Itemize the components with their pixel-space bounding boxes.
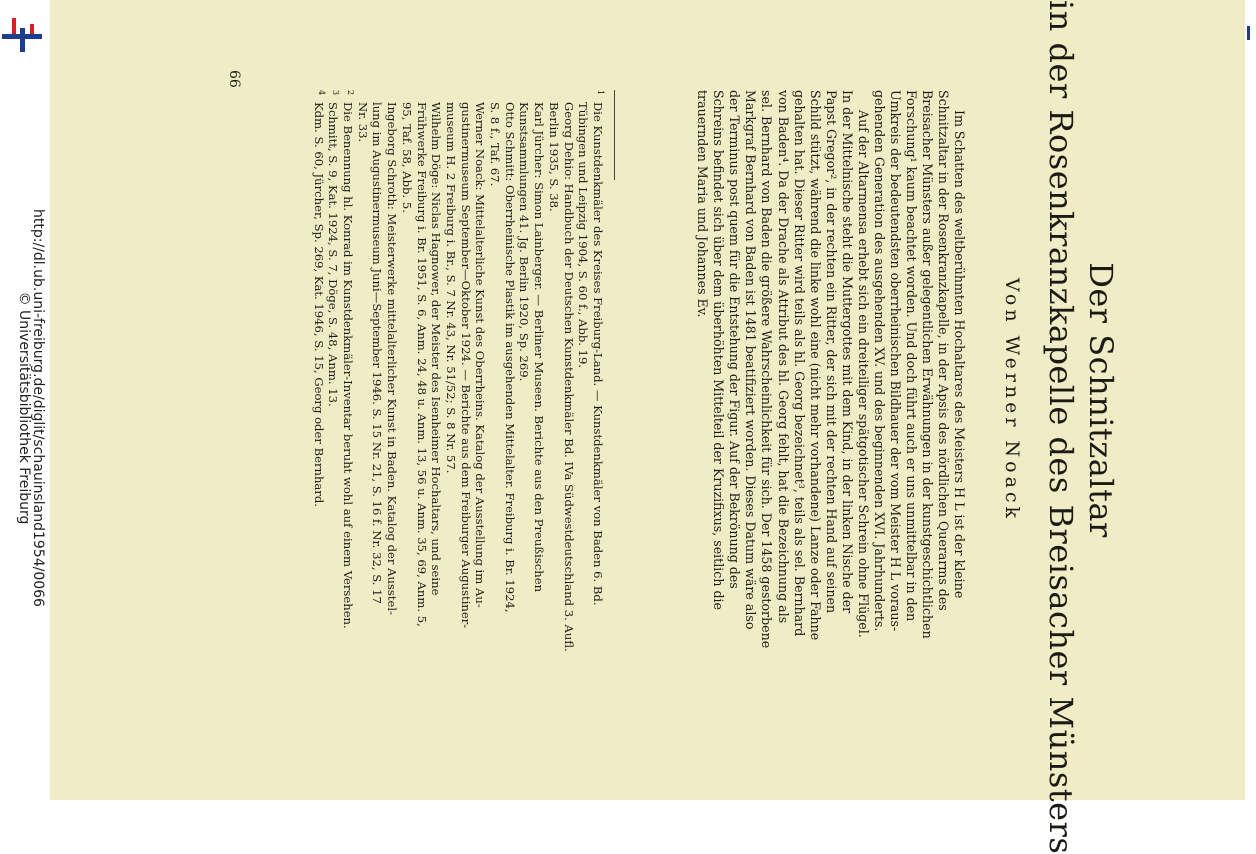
footnote-line: Otto Schmitt: Oberrheinische Plastik im ausgehenden Mittelalter. Freiburg i. Br. 1924, <box>502 102 517 613</box>
footnote-line: gustinermuseum September—Oktober 1924. — Berichte aus dem Freiburger Augustiner- <box>458 102 473 629</box>
article-author: Von Werner Noack <box>1001 277 1023 523</box>
footnote-1 <box>355 90 605 710</box>
text-line: Auf der Altarmensa erhebt sich ein dreiteiliger spätgotischer Schrein ohne Flügel. <box>856 110 871 638</box>
footnote-line: Werner Noack: Mittelalterliche Kunst des Oberrheins. Katalog der Ausstellung im Au- <box>473 102 488 608</box>
footnote-line: Schmitt, S. 9, Kat. 1924, S. 7, Döge, S. 48, Anm. 13. <box>326 102 341 407</box>
page-number: 66 <box>226 70 242 88</box>
footnote-line: lung im Augustinermuseum Juni—September 1946. S. 15 Nr. 21, S. 16 f. Nr. 32, S. 17 <box>370 102 385 604</box>
footnote-mark: 3 <box>331 90 341 96</box>
footnote-line: Georg Dehio: Handbuch der Deutschen Kunstdenkmäler Bd. IVa Südwestdeutschland 3. Aufl. <box>561 102 576 652</box>
text-line: trauernden Maria und Johannes Ev. <box>695 90 711 318</box>
scanned-page <box>50 0 1245 854</box>
text-line: Schnitzaltar in der Rosenkranzkapelle, in der Apsis des nördlichen Querarms des <box>935 90 951 611</box>
footnote-line: S. 8 f., Taf. 67. <box>488 102 503 187</box>
footnote-2 <box>340 90 355 710</box>
text-line: gehalten hat. Dieser Ritter wird teils als hl. Georg bezeichnet³, teils als sel. Bernhard <box>791 90 807 637</box>
footnote-line: Die Benennung hl. Konrad im Kunstdenkmäler-Inventar beruht wohl auf einem Versehen. <box>341 102 356 629</box>
article-title: Der Schnitzaltar <box>1082 262 1120 538</box>
text-line: gehenden Generation des ausgehenden XV. und des beginnenden XVI. Jahrhunderts. <box>871 90 887 632</box>
footnote-line: Berlin 1935, S. 38. <box>546 102 561 212</box>
text-line: Breisacher Münsters außer gelegentlichen Erwähnungen in der kunstgeschichtlichen <box>919 90 935 639</box>
viewer-credits <box>0 0 50 800</box>
footnote-mark: 1 <box>596 90 605 96</box>
footnote-line: 95, Taf. 58, Abb. 5. <box>399 102 414 213</box>
footnote-3 <box>326 90 341 710</box>
text-line: Umkreis der bedeutendsten oberrheinischen Bildhauer der vom Meister H L voraus- <box>887 90 903 632</box>
footnote-mark: 4 <box>316 90 326 96</box>
article-subtitle: in der Rosenkranzkapelle des Breisacher Münsters <box>1042 0 1080 854</box>
footnote-line: Tübingen und Leipzig 1904, S. 60 f., Abb. 19. <box>576 102 591 369</box>
footnote-line: Nr. 33. <box>355 102 370 143</box>
text-line: Im Schatten des weltberühmten Hochaltares des Meisters H L ist der kleine <box>952 110 967 599</box>
footnote-mark: 2 <box>346 90 356 96</box>
footnote-line: Kunstsammlungen 41. Jg. Berlin 1920, Sp. 269. <box>517 102 532 382</box>
text-line: der Terminus post quem für die Entstehung der Figur. Auf der Bekrönung des <box>727 90 743 589</box>
text-line: In der Mittelnische steht die Muttergottes mit dem Kind, in der linken Nische der <box>839 90 855 614</box>
text-line: Markgraf Bernhard von Baden ist 1481 beatifiziert worden. Dieses Datum wäre also <box>743 90 759 630</box>
source-url[interactable]: http://dl.ub.uni-freiburg.de/diglit/schauinsland1954/0066 <box>30 209 46 607</box>
text-line: Forschung¹ kaum beachtet worden. Und doch führt auch er uns unmittelbar in den <box>903 90 919 622</box>
viewer-left-strip <box>0 0 50 800</box>
text-line: Schild stützt, während die linke wohl eine (nicht mehr vorhandene) Lanze oder Fahne <box>807 90 823 641</box>
viewer-right-strip <box>1245 0 1256 800</box>
footnote-line: Karl Jürcher: Simon Lainberger. — Berliner Museen. Berichte aus den Preußischen <box>532 102 547 593</box>
text-line: Schreins befindet sich über dem überhöhten Mittelteil der Kruzifixus, seitlich die <box>711 90 727 611</box>
rotated-page-content <box>50 0 1245 854</box>
footnote-line: Frühwerke Freiburg i. Br. 1951, S. 6, Anm. 24, 48 u. Anm. 13, 56 u. Anm. 35, 69, Anm. 5, <box>414 102 429 627</box>
footnote-line: Ingeborg Schroth: Meisterwerke mittelalterlicher Kunst in Baden. Katalog der Ausstel- <box>385 102 400 615</box>
footnote-4 <box>311 90 326 710</box>
text-line: sel. Bernhard von Baden die größere Wahrscheinlichkeit für sich. Der 1458 gestorbene <box>759 90 775 649</box>
footnote-line: Kdm. S. 60, Jürcher, Sp. 269, Kat. 1946, S. 15, Georg oder Bernhard. <box>311 102 326 507</box>
text-line: von Baden⁴. Da der Drache als Attribut des hl. Georg fehlt, hat die Bezeichnung als <box>775 90 791 624</box>
text-line: Papst Gregor², in der rechten ein Ritter, der sich mit der rechten Hand auf seinen <box>823 90 839 614</box>
copyright-notice: © Universitätsbibliothek Freiburg <box>16 291 32 525</box>
body-paragraph-2 <box>694 90 871 710</box>
footnote-line: Wilhelm Döge: Niclas Hagnower, der Meister des Isenheimer Hochaltars, und seine <box>429 102 444 596</box>
footnote-divider <box>614 90 615 180</box>
footnotes <box>311 90 605 710</box>
footnote-line: museum H. 2 Freiburg i. Br., S. 7 Nr. 43, Nr. 51/52; S. 8 Nr. 57. <box>443 102 458 474</box>
footnote-line: Die Kunstdenkmäler des Kreises Freiburg-Land. — Kunstdenkmäler von Baden 6. Bd. <box>591 102 605 606</box>
body-paragraph-1 <box>870 90 967 710</box>
scrollbar-thumb[interactable] <box>1247 26 1250 40</box>
